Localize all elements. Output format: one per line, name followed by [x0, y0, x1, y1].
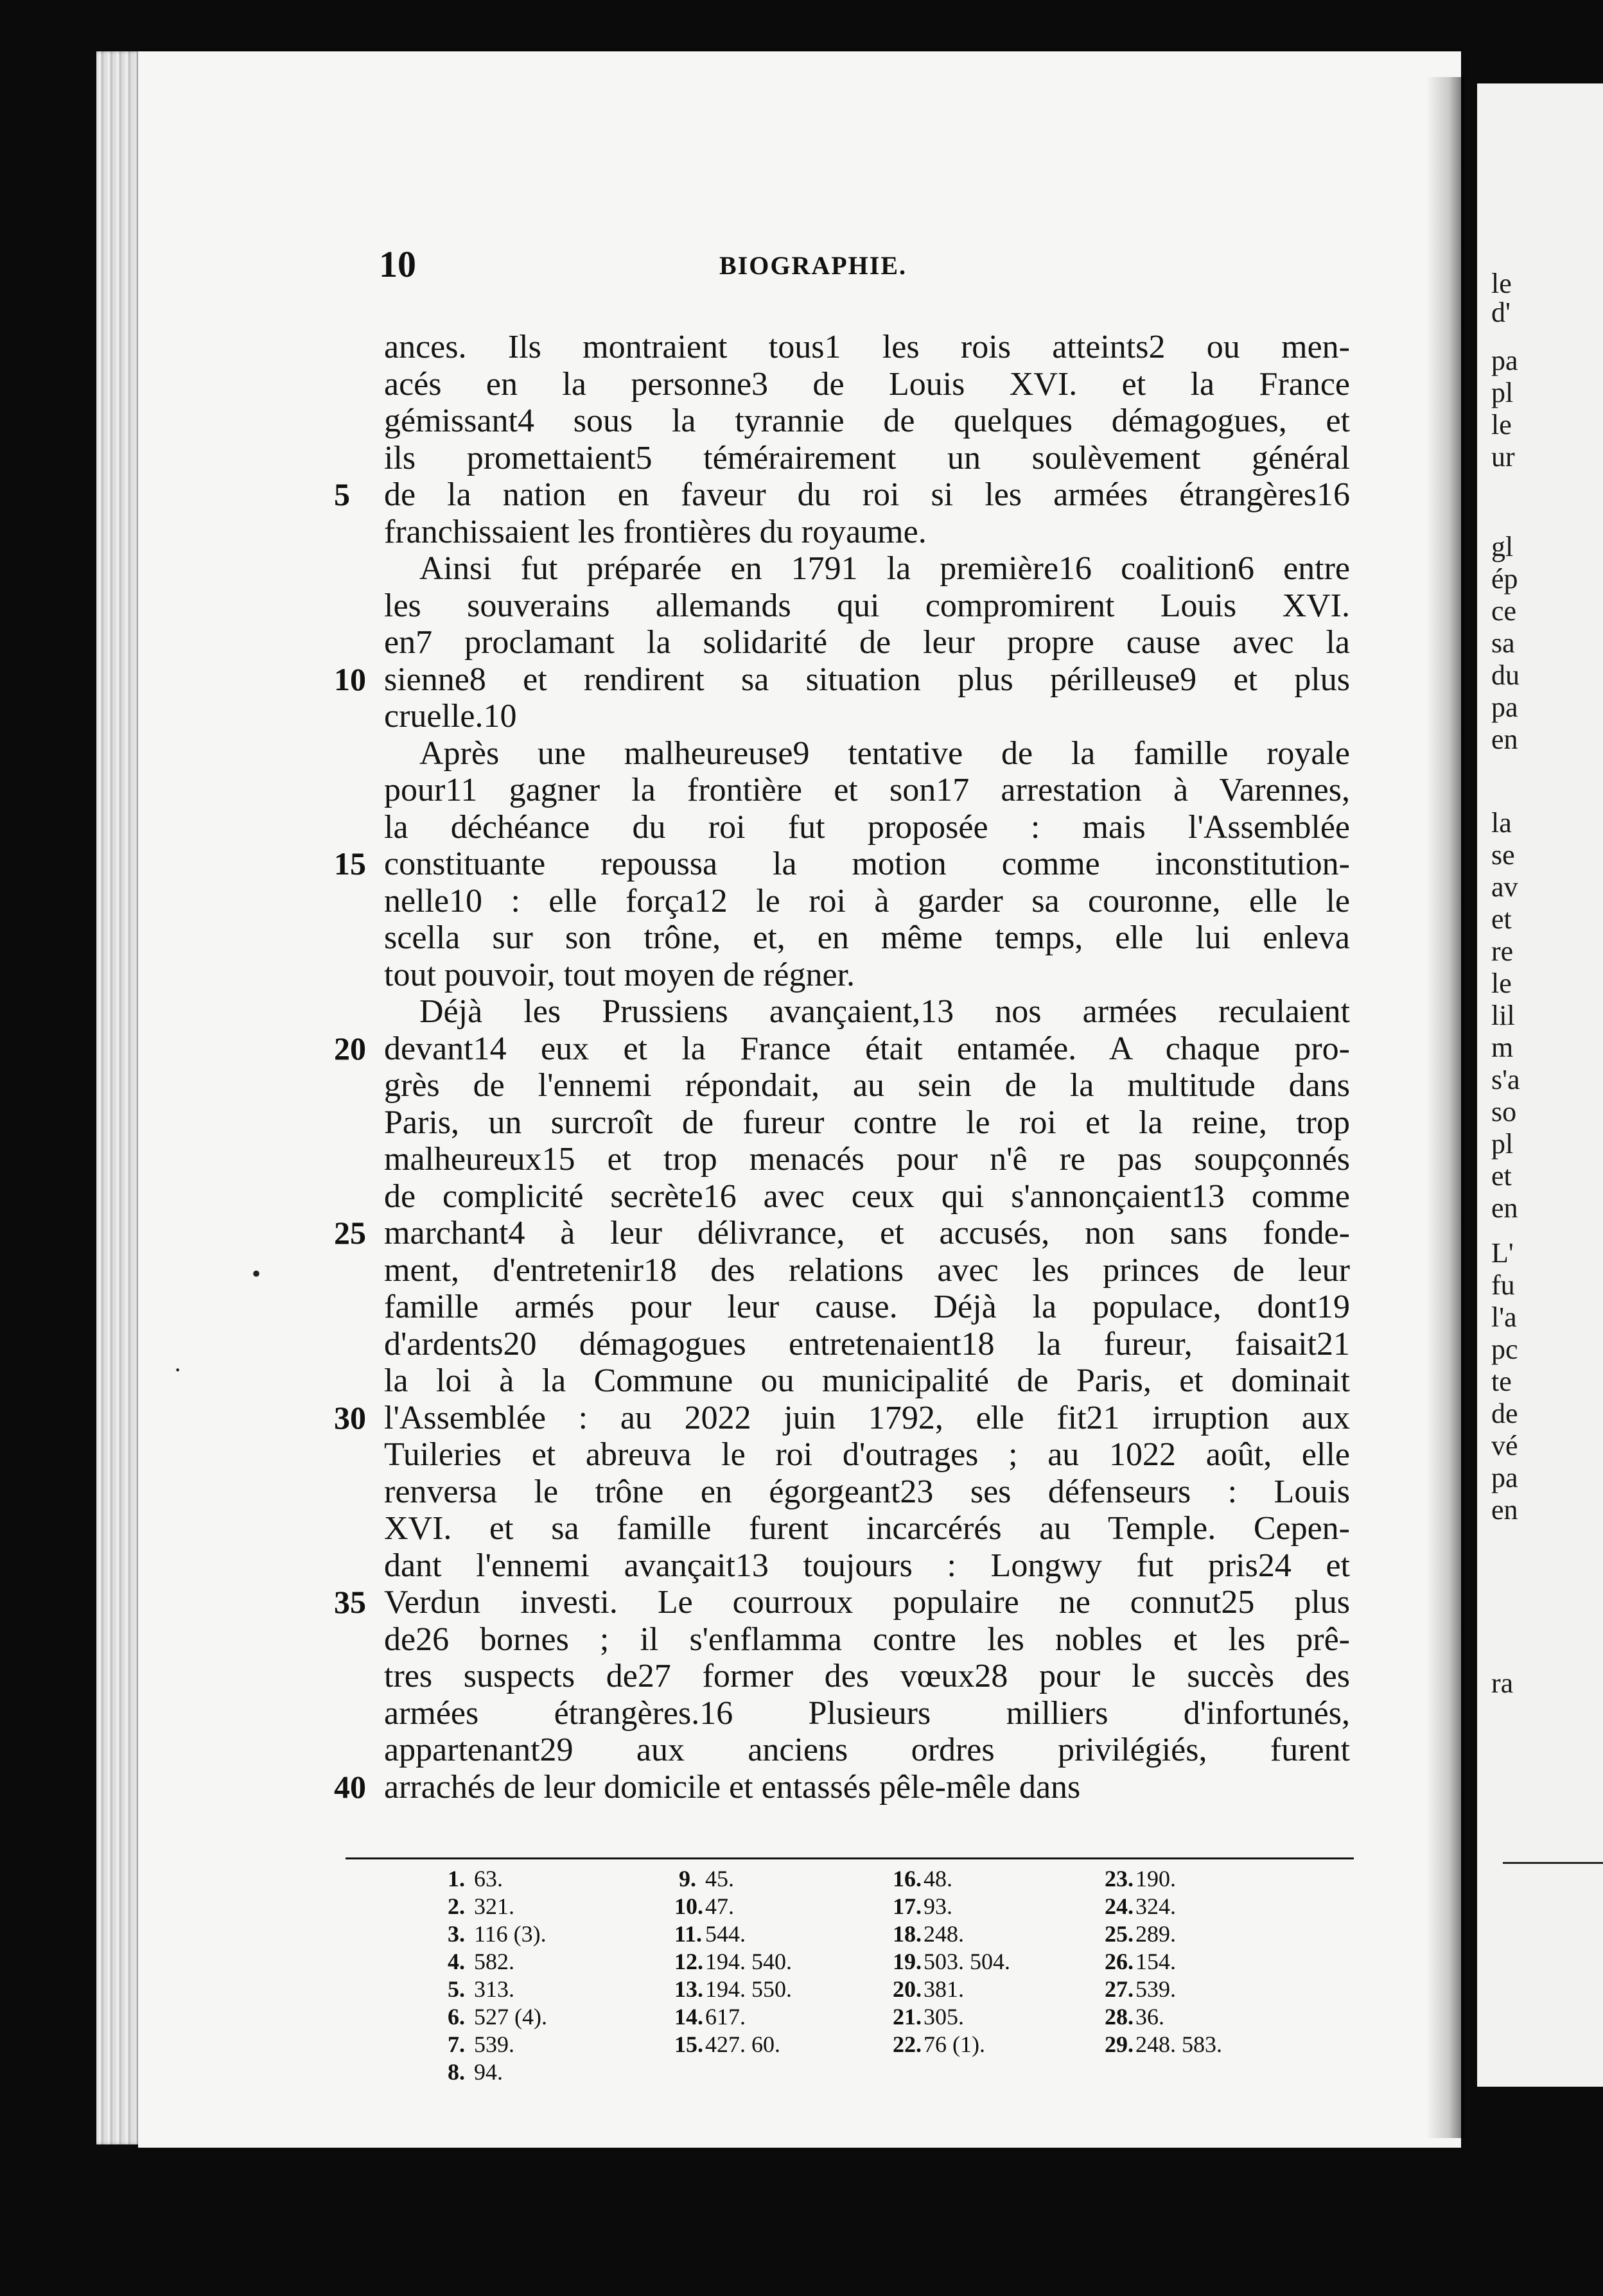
- text-line: renversa le trône en égorgeant23 ses défenseurs : Louis: [384, 1473, 1350, 1510]
- text-line: Verdun investi. Le courroux populaire ne connut25 plus: [384, 1584, 1350, 1621]
- text-line: cruelle.10: [384, 698, 517, 735]
- footnote-number: 28.: [1105, 2004, 1134, 2030]
- text-line: appartenant29 aux anciens ordres privilégiés, furent: [384, 1732, 1350, 1768]
- text-line: pour11 gagner la frontière et son17 arrestation à Varennes,: [384, 772, 1350, 808]
- footnote-column: [893, 1865, 1010, 2058]
- adjacent-page-text: av: [1491, 871, 1518, 903]
- footnote-reference: 313.: [474, 1976, 514, 2002]
- adjacent-page-text: lil: [1491, 1000, 1515, 1031]
- footnote-reference: 45.: [705, 1866, 734, 1892]
- text-line: scella sur son trône, et, en même temps, elle lui enleva: [384, 919, 1350, 956]
- text-line: dant l'ennemi avançait13 toujours : Longwy fut pris24 et: [384, 1547, 1350, 1584]
- text-line: en7 proclamant la solidarité de leur propre cause avec la: [384, 624, 1350, 661]
- footnote-number: 16.: [893, 1866, 922, 1892]
- footnote-number: 14.: [674, 2004, 703, 2030]
- line-number: 5: [334, 476, 350, 512]
- footnote-reference: 305.: [924, 2004, 964, 2030]
- text-line: la déchéance du roi fut proposée : mais l'Assemblée: [384, 808, 1350, 846]
- footnote-reference: 427. 60.: [705, 2031, 780, 2057]
- footnote-reference: 154.: [1135, 1949, 1176, 1974]
- footnote-reference: 324.: [1135, 1893, 1176, 1919]
- text-line: les souverains allemands qui compromirent Louis XVI.: [384, 587, 1350, 624]
- footnote-entry: [1105, 1976, 1222, 2003]
- adjacent-page-text: so: [1491, 1096, 1517, 1127]
- footnote-number: 3.: [448, 1921, 465, 1947]
- adjacent-page-fragment: [1477, 83, 1603, 2087]
- adjacent-page-text: pa: [1491, 691, 1518, 723]
- text-line: XVI. et sa famille furent incarcérés au Temple. Cepen-: [384, 1510, 1350, 1547]
- text-line: sienne8 et rendirent sa situation plus périlleuse9 et plus: [384, 661, 1350, 698]
- adjacent-page-text: du: [1491, 659, 1520, 691]
- footnote-reference: 381.: [924, 1976, 964, 2002]
- footnote-number: 27.: [1105, 1976, 1134, 2002]
- footnote-number: 17.: [893, 1893, 922, 1919]
- footnote-reference: 76 (1).: [924, 2031, 985, 2057]
- footnote-number: 1.: [448, 1866, 465, 1892]
- line-number: 10: [334, 661, 366, 697]
- text-line: ment, d'entretenir18 des relations avec les princes de leur: [384, 1251, 1350, 1289]
- footnote-number: 11.: [674, 1921, 703, 1947]
- footnote-number: 12.: [674, 1949, 703, 1974]
- footnote-reference: 194. 540.: [705, 1949, 792, 1974]
- line-number: 30: [334, 1399, 366, 1436]
- running-head: BIOGRAPHIE.: [719, 251, 907, 280]
- footnote-reference: 48.: [924, 1866, 952, 1892]
- footnote-number: 19.: [893, 1949, 922, 1974]
- adjacent-page-text: la: [1491, 807, 1512, 839]
- footnote-entry: [674, 1893, 792, 1920]
- footnote-number: 4.: [448, 1949, 465, 1974]
- adjacent-page-text: le: [1491, 968, 1512, 999]
- footnote-reference: 194. 550.: [705, 1976, 792, 2002]
- text-line: Déjà les Prussiens avançaient,13 nos armées reculaient: [419, 993, 1350, 1030]
- margin-speck: ·: [173, 1355, 182, 1384]
- footnote-entry: [1105, 2003, 1222, 2031]
- adjacent-page-text: L': [1491, 1237, 1514, 1269]
- footnote-rule: [346, 1857, 1354, 1859]
- adjacent-page-text: le: [1491, 409, 1512, 440]
- adjacent-page-text: s'a: [1491, 1064, 1520, 1095]
- text-line: gémissant4 sous la tyrannie de quelques démagogues, et: [384, 403, 1350, 439]
- adjacent-page-text: en: [1491, 1192, 1518, 1224]
- footnote-reference: 190.: [1135, 1866, 1176, 1892]
- line-number: 25: [334, 1215, 366, 1251]
- footnote-entry: [674, 1948, 792, 1976]
- line-number: 15: [334, 846, 366, 882]
- adjacent-page-text: te: [1491, 1366, 1512, 1397]
- footnote-number: 10.: [674, 1893, 703, 1919]
- footnote-entry: [443, 1893, 547, 1920]
- footnote-entry: [893, 1865, 1010, 1893]
- adjacent-page-text: ur: [1491, 441, 1515, 473]
- adjacent-page-rule: [1503, 1862, 1603, 1864]
- adjacent-page-text: et: [1491, 1160, 1512, 1192]
- line-number: 40: [334, 1768, 366, 1805]
- footnote-number: 2.: [448, 1893, 465, 1919]
- text-line: Après une malheureuse9 tentative de la famille royale: [419, 735, 1350, 772]
- footnote-column: [1105, 1865, 1222, 2058]
- adjacent-page-text: en: [1491, 1494, 1518, 1526]
- footnote-entry: [443, 2058, 547, 2086]
- footnote-column: [443, 1865, 547, 2086]
- footnote-entry: [674, 1920, 792, 1948]
- footnote-entry: [893, 1920, 1010, 1948]
- footnote-number: 6.: [448, 2004, 465, 2030]
- footnote-number: 22.: [893, 2031, 922, 2057]
- footnote-number: 24.: [1105, 1893, 1134, 1919]
- footnote-reference: 527 (4).: [474, 2004, 547, 2030]
- text-line: l'Assemblée : au 2022 juin 1792, elle fit21 irruption aux: [384, 1399, 1350, 1436]
- page-gutter-shadow: [1426, 77, 1464, 2138]
- footnote-reference: 248.: [924, 1921, 964, 1947]
- text-line: tres suspects de27 former des vœux28 pour le succès des: [384, 1658, 1350, 1694]
- footnote-reference: 321.: [474, 1893, 514, 1919]
- adjacent-page-text: pl: [1491, 1128, 1514, 1160]
- text-line: Tuileries et abreuva le roi d'outrages ; au 1022 août, elle: [384, 1436, 1350, 1473]
- body-text: [384, 329, 1350, 1805]
- footnote-reference: 94.: [474, 2059, 503, 2085]
- footnote-entry: [893, 1948, 1010, 1976]
- adjacent-page-text: en: [1491, 724, 1518, 755]
- footnote-column: [674, 1865, 792, 2058]
- text-line: ils promettaient5 témérairement un soulèvement général: [384, 439, 1350, 476]
- text-line: arrachés de leur domicile et entassés pêle-mêle dans: [384, 1768, 1081, 1805]
- margin-speck: •: [252, 1259, 261, 1288]
- footnote-entry: [674, 2003, 792, 2031]
- adjacent-page-text: pl: [1491, 377, 1514, 408]
- footnote-entry: [893, 2031, 1010, 2058]
- footnote-entry: [443, 1865, 547, 1893]
- footnote-entry: [674, 1976, 792, 2003]
- footnote-number: 25.: [1105, 1921, 1134, 1947]
- footnote-number: 26.: [1105, 1949, 1134, 1974]
- footnote-reference: 503. 504.: [924, 1949, 1010, 1974]
- footnote-number: 8.: [448, 2059, 465, 2085]
- line-number: 35: [334, 1584, 366, 1620]
- adjacent-page-text: se: [1491, 839, 1515, 871]
- text-line: d'ardents20 démagogues entretenaient18 la fureur, faisait21: [384, 1325, 1350, 1362]
- text-line: la loi à la Commune ou municipalité de Paris, et dominait: [384, 1362, 1350, 1399]
- footnote-reference: 36.: [1135, 2004, 1164, 2030]
- adjacent-page-text: gl: [1491, 531, 1514, 562]
- footnote-reference: 539.: [1135, 1976, 1176, 2002]
- footnote-reference: 93.: [924, 1893, 952, 1919]
- book-page-stack-edge: [96, 51, 141, 2144]
- text-line: famille armés pour leur cause. Déjà la populace, dont19: [384, 1289, 1350, 1325]
- adjacent-page-text: pc: [1491, 1334, 1518, 1365]
- footnote-entry: [1105, 1948, 1222, 1976]
- text-line: devant14 eux et la France était entamée. A chaque pro-: [384, 1030, 1350, 1067]
- footnote-reference: 617.: [705, 2004, 746, 2030]
- page-number: 10: [379, 243, 416, 285]
- adjacent-page-text: l'a: [1491, 1301, 1517, 1333]
- footnote-reference: 544.: [705, 1921, 746, 1947]
- footnote-number: 29.: [1105, 2031, 1134, 2057]
- footnote-entry: [1105, 1920, 1222, 1948]
- adjacent-page-text: et: [1491, 903, 1512, 935]
- adjacent-page-text: de: [1491, 1398, 1518, 1429]
- footnote-number: 21.: [893, 2004, 922, 2030]
- line-number: 20: [334, 1030, 366, 1066]
- adjacent-page-text: pa: [1491, 1462, 1518, 1493]
- text-line: Ainsi fut préparée en 1791 la première16 coalition6 entre: [419, 550, 1350, 587]
- adjacent-page-text: re: [1491, 935, 1514, 967]
- footnote-number: 20.: [893, 1976, 922, 2002]
- footnote-entry: [893, 1976, 1010, 2003]
- footnote-reference: 47.: [705, 1893, 734, 1919]
- footnote-entry: [1105, 1893, 1222, 1920]
- adjacent-page-text: ra: [1491, 1667, 1514, 1699]
- text-line: franchissaient les frontières du royaume.: [384, 513, 927, 550]
- footnote-entry: [893, 2003, 1010, 2031]
- text-line: de26 bornes ; il s'enflamma contre les nobles et les prê-: [384, 1621, 1350, 1658]
- footnote-reference: 248. 583.: [1135, 2031, 1222, 2057]
- footnote-number: 18.: [893, 1921, 922, 1947]
- text-line: tout pouvoir, tout moyen de régner.: [384, 956, 855, 993]
- footnote-number: 15.: [674, 2031, 703, 2057]
- adjacent-page-text: sa: [1491, 627, 1515, 659]
- footnote-number: 5.: [448, 1976, 465, 2002]
- text-line: marchant4 à leur délivrance, et accusés, non sans fonde-: [384, 1215, 1350, 1251]
- footnote-reference: 63.: [474, 1866, 503, 1892]
- text-line: armées étrangères.16 Plusieurs milliers d'infortunés,: [384, 1694, 1350, 1732]
- text-line: de la nation en faveur du roi si les armées étrangères16: [384, 476, 1350, 513]
- footnote-reference: 539.: [474, 2031, 514, 2057]
- footnote-entry: [443, 1920, 547, 1948]
- footnote-reference: 289.: [1135, 1921, 1176, 1947]
- footnote-number: 7.: [448, 2031, 465, 2057]
- footnote-entry: [443, 1976, 547, 2003]
- text-line: constituante repoussa la motion comme inconstitution-: [384, 846, 1350, 882]
- adjacent-page-text: vé: [1491, 1430, 1518, 1461]
- text-line: ances. Ils montraient tous1 les rois atteints2 ou men-: [384, 329, 1350, 365]
- footnote-reference: 582.: [474, 1949, 514, 1974]
- text-line: grès de l'ennemi répondait, au sein de la multitude dans: [384, 1067, 1350, 1104]
- text-line: de complicité secrète16 avec ceux qui s'annonçaient13 comme: [384, 1178, 1350, 1215]
- footnote-entry: [674, 2031, 792, 2058]
- footnote-entry: [443, 1948, 547, 1976]
- adjacent-page-text: d': [1491, 297, 1511, 328]
- footnote-entry: [1105, 2031, 1222, 2058]
- footnote-number: 23.: [1105, 1866, 1134, 1892]
- footnote-entry: [1105, 1865, 1222, 1893]
- text-line: nelle10 : elle força12 le roi à garder sa couronne, elle le: [384, 882, 1350, 919]
- footnote-entry: [893, 1893, 1010, 1920]
- adjacent-page-text: le: [1491, 268, 1512, 299]
- footnote-number: 13.: [674, 1976, 703, 2002]
- adjacent-page-text: pa: [1491, 345, 1518, 376]
- footnote-reference: 116 (3).: [474, 1921, 547, 1947]
- text-line: acés en la personne3 de Louis XVI. et la France: [384, 365, 1350, 403]
- footnote-entry: [443, 2003, 547, 2031]
- adjacent-page-text: m: [1491, 1032, 1514, 1063]
- footnote-entry: [674, 1865, 792, 1893]
- text-line: malheureux15 et trop menacés pour n'ê re pas soupçonnés: [384, 1141, 1350, 1178]
- adjacent-page-text: fu: [1491, 1269, 1515, 1301]
- footnote-entry: [443, 2031, 547, 2058]
- adjacent-page-text: ép: [1491, 563, 1518, 595]
- footnote-number: 9.: [679, 1866, 696, 1892]
- adjacent-page-text: ce: [1491, 595, 1517, 627]
- text-line: Paris, un surcroît de fureur contre le roi et la reine, trop: [384, 1104, 1350, 1141]
